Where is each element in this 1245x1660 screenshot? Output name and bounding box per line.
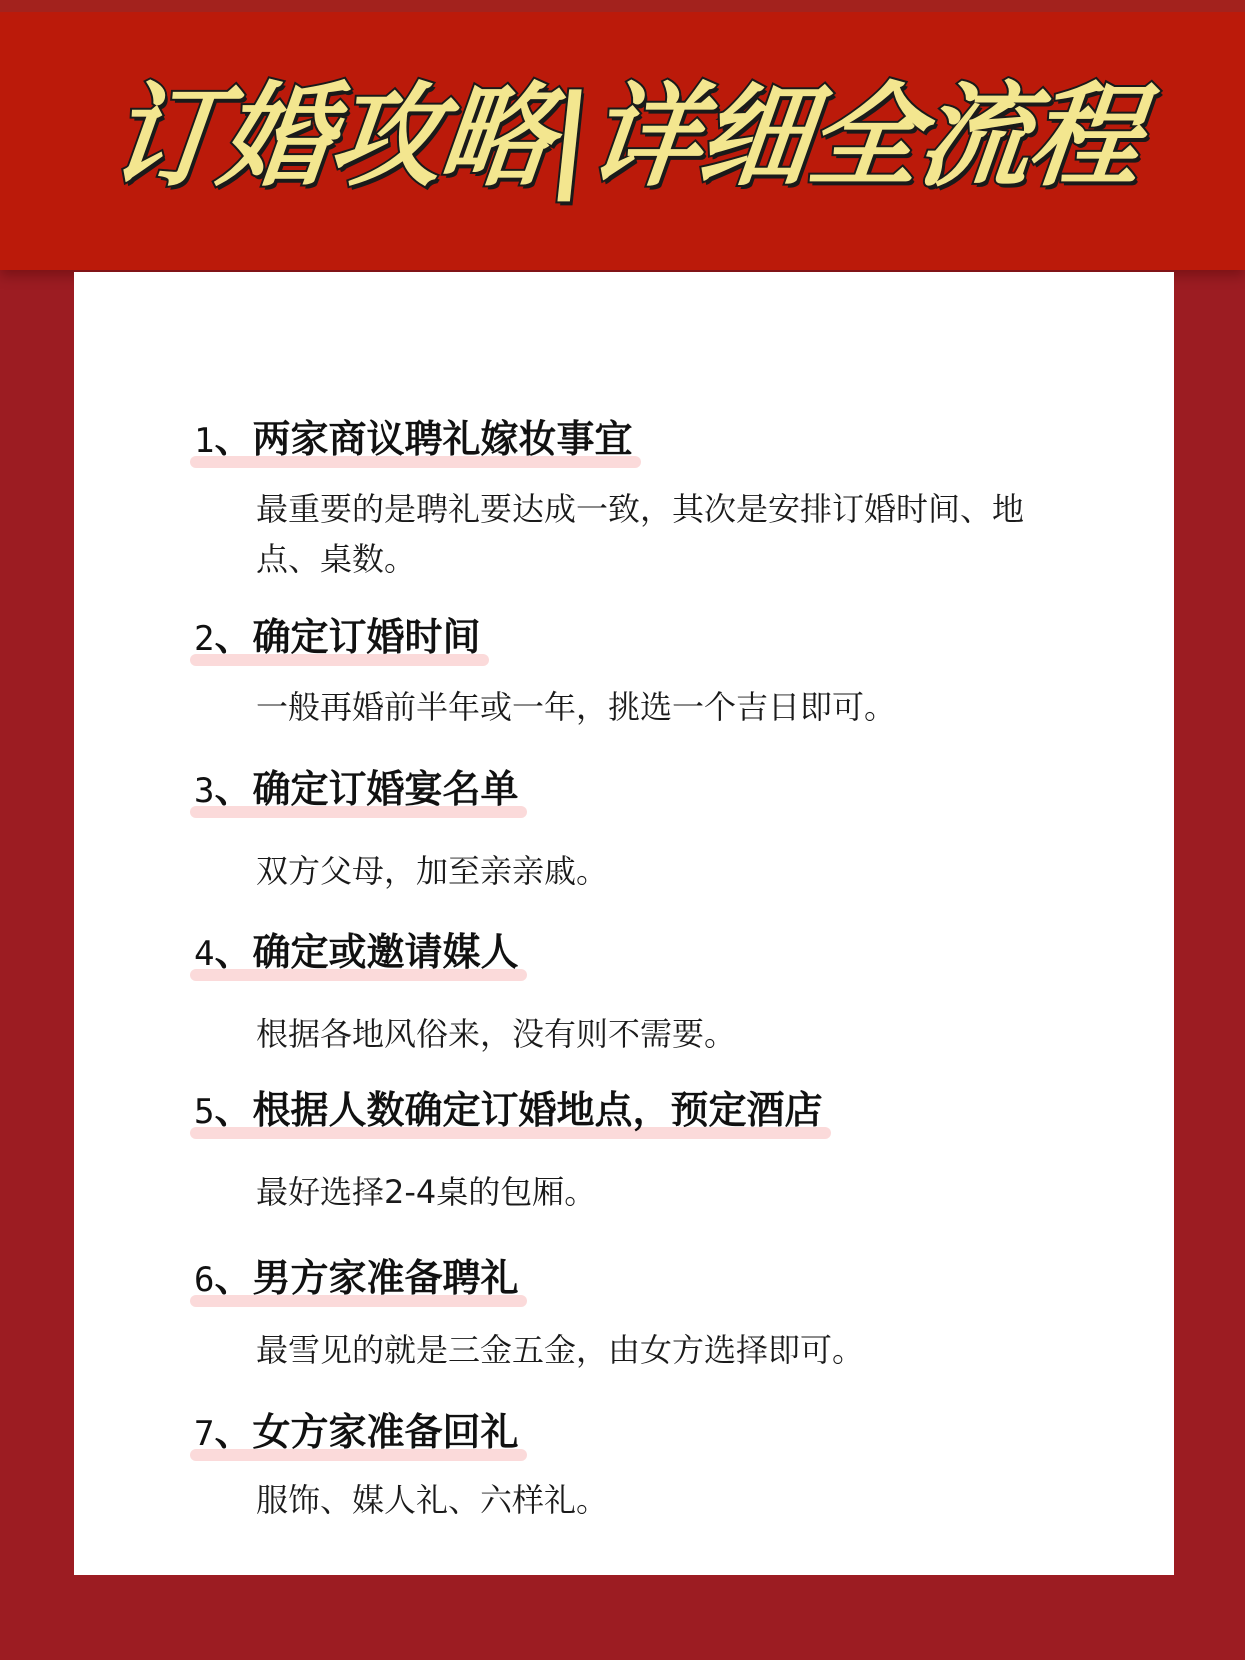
step-separator: 、 [214, 1256, 253, 1300]
step-item-1 [194, 414, 1114, 584]
step-number: 6 [194, 1260, 215, 1300]
step-separator: 、 [214, 615, 253, 659]
step-number: 1 [194, 421, 215, 461]
step-description: 最重要的是聘礼要达成一致，其次是安排订婚时间、地点、桌数。 [256, 490, 1025, 578]
step-heading [194, 612, 489, 664]
step-item-3 [194, 764, 1114, 896]
step-number: 5 [194, 1092, 215, 1132]
step-title: 确定订婚时间 [252, 615, 481, 659]
step-title: 女方家准备回礼 [252, 1410, 519, 1454]
step-number: 2 [194, 619, 215, 659]
step-title: 两家商议聘礼嫁妆事宜 [252, 417, 633, 461]
step-description: 服饰、媒人礼、六样礼。 [256, 1481, 609, 1519]
step-item-7 [194, 1407, 1114, 1525]
step-item-4 [194, 927, 1114, 1059]
step-separator: 、 [214, 930, 253, 974]
step-description: 根据各地风俗来，没有则不需要。 [256, 1015, 737, 1053]
step-number: 3 [194, 771, 215, 811]
step-number: 4 [194, 934, 215, 974]
content-card [74, 272, 1174, 1575]
step-heading [194, 927, 527, 979]
step-separator: 、 [214, 417, 253, 461]
step-heading [194, 1407, 527, 1459]
step-description: 双方父母，加至亲亲戚。 [256, 852, 609, 890]
step-heading [194, 764, 527, 816]
step-item-5 [194, 1085, 1114, 1217]
top-banner [0, 0, 1245, 270]
step-description: 最雪见的就是三金五金，由女方选择即可。 [256, 1331, 865, 1369]
step-description: 最好选择2-4桌的包厢。 [256, 1173, 597, 1211]
step-heading [194, 1253, 527, 1305]
step-title: 男方家准备聘礼 [252, 1256, 519, 1300]
step-separator: 、 [214, 1088, 253, 1132]
step-title: 确定或邀请媒人 [252, 930, 519, 974]
page-title: 订婚攻略|详细全流程 [103, 72, 1146, 202]
step-item-6 [194, 1253, 1114, 1375]
step-separator: 、 [214, 1410, 253, 1454]
step-item-2 [194, 612, 1114, 732]
step-heading [194, 414, 641, 466]
step-title: 根据人数确定订婚地点，预定酒店 [252, 1088, 823, 1132]
step-heading [194, 1085, 831, 1137]
step-separator: 、 [214, 767, 253, 811]
footer-band [0, 1575, 1245, 1660]
step-description: 一般再婚前半年或一年，挑选一个吉日即可。 [256, 688, 897, 726]
step-number: 7 [194, 1414, 215, 1454]
step-title: 确定订婚宴名单 [252, 767, 519, 811]
